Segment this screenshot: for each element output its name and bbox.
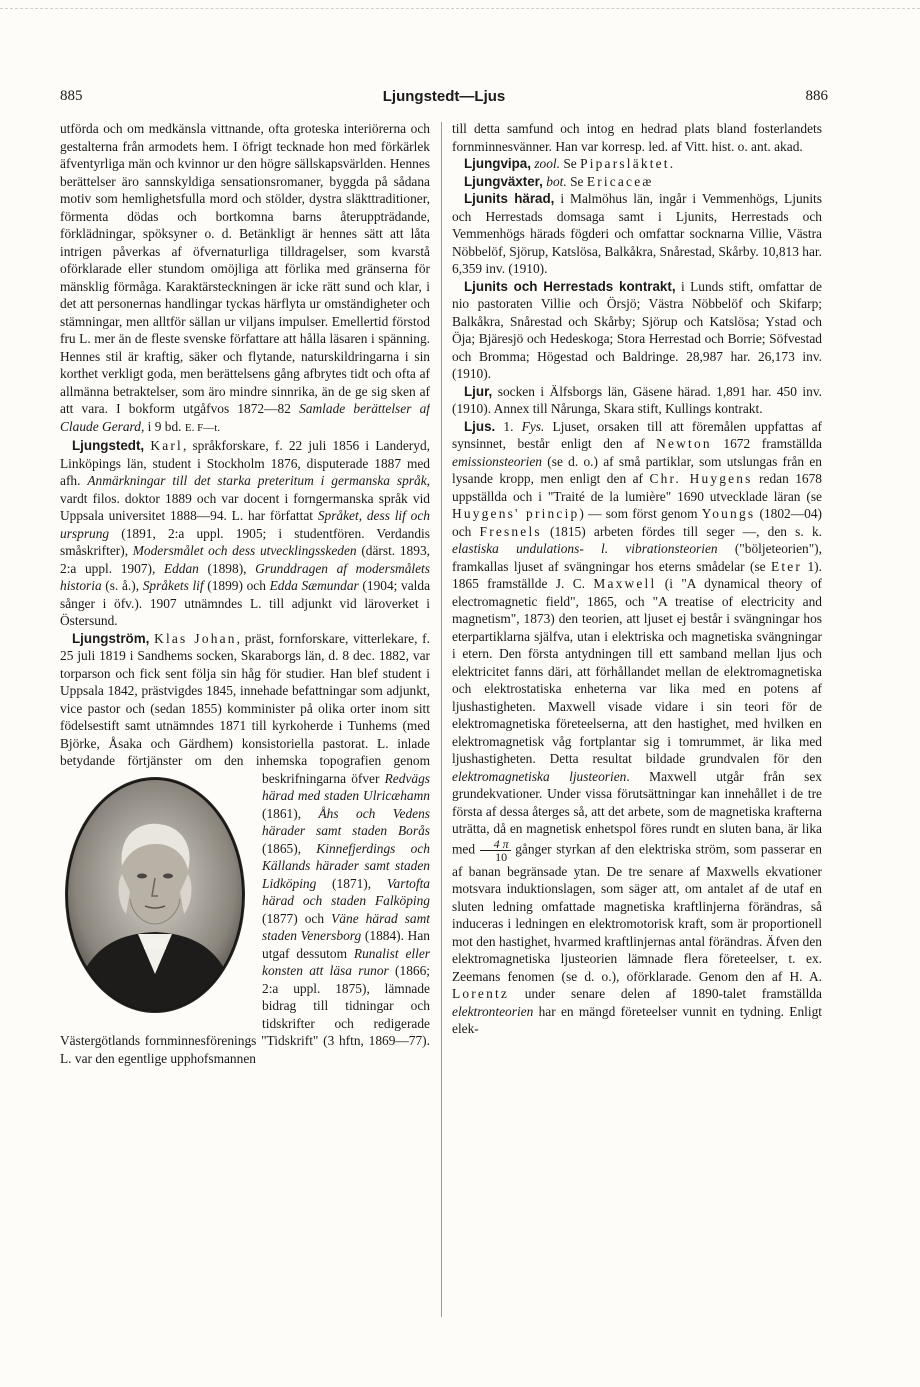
italic-title: Kinnefjerdings och Källands härader samt staden Lidköping bbox=[262, 840, 430, 891]
entry-headword: Ljungstedt, bbox=[72, 438, 145, 453]
entry-ljungstrom-klas-johan bbox=[60, 630, 430, 1068]
text: 1. bbox=[495, 418, 522, 434]
entry-ljungvipa bbox=[452, 155, 822, 173]
text: , präst, fornforskare, vitterlekare, f. 25 juli 1819 i Sandhems socken, Skaraborgs län, d. 8 dec. 1882, var torparson och fick sent följa sin håg för studier. Han blef student i Uppsala 1842, prästvigdes 1845, innehade befattningar som adjunkt, vice pastor och (sedan 1855) komminister på olika orter inom sitt födelsestift samt utnämndes 1871 till kyrkoherde i Tunhems (med Björke, Åsaka och Gärdhem) konsistoriella pastorat. L. inlade betydande förtjänster om den inhemska topografien genom beskrifningarna öfver bbox=[60, 630, 430, 786]
cross-reference: Eter bbox=[770, 558, 803, 574]
italic-title: Redvägs härad med staden Ulricæhamn bbox=[262, 770, 430, 803]
right-column bbox=[452, 120, 822, 1320]
italic-title: Väne härad samt staden Venersborg bbox=[262, 910, 430, 943]
italic-title: Edda Sæmundar bbox=[269, 578, 359, 593]
italic-title: Samlade berättelser af Claude Gerard bbox=[60, 401, 430, 434]
text: (1891, 2:a uppl. 1905; i studentfören. Verdandis småskrifter), bbox=[60, 525, 430, 558]
cross-reference: Ericaceæ bbox=[586, 173, 654, 189]
paragraph-continuation bbox=[452, 120, 822, 155]
text: (1899) och bbox=[203, 578, 270, 593]
text: gånger styrkan af den elektriska ström, som passerar en af banan begränsade ytan. De tre senare af Maxwells ekvationer motsvara induktionslagen, som säger att, om antalet af de utaf en sluten ledning omfattade magnetiska kraftlinjerna förändras, så induceras i ledningen en elektromotorisk kraft, som är proportionell mot den hastighet, hvarmed kraftlinjernas antal förändras. Äfven den elektromagnetiska ljusteorien lämnade flera företeelser, t. ex. Zeemans fenomen (se d. o.), oförklarade. Genom den af H. A. bbox=[452, 841, 822, 984]
column-divider bbox=[441, 122, 443, 1317]
text: (se d. o.) af små partiklar, som utslungas från en lysande kropp, men enligt den af bbox=[452, 453, 822, 486]
text: till detta samfund och intog en hedrad plats bland fosterlandets fornminnesvänner. Han var korresp. led. af Vitt. hist. o. ant. akad. bbox=[452, 121, 822, 154]
page-number-right: 886 bbox=[805, 88, 828, 104]
fraction-numerator: 4 π bbox=[480, 838, 511, 851]
text: (1815) arbeten fördes till seger —, den s. k. bbox=[541, 523, 822, 539]
text: Se bbox=[566, 173, 587, 189]
text: 1). 1865 framställde J. C. bbox=[452, 558, 822, 591]
italic-term: emissionsteorien bbox=[452, 453, 543, 469]
text: (1866; 2:a uppl. 1875), lämnade bidrag till tidningar och tidskrifter och redigerade Västergötlands fornminnesförenings "Tidskrift" (3 hftn, 1869—77). L. var den egentlige upphofsmannen bbox=[60, 963, 430, 1066]
italic-title: Vartofta härad och staden Falköping bbox=[262, 875, 430, 908]
entry-ljungvaxter bbox=[452, 173, 822, 191]
entry-ljur bbox=[452, 383, 822, 418]
page-number-left: 885 bbox=[60, 88, 83, 104]
text: (1871), bbox=[316, 875, 387, 891]
entry-ljungstedt-karl bbox=[60, 437, 430, 630]
text: (i "A dynamical theory of electromagnetic field", 1865, och "A treatise of electricity and magnetism", 1873) den teorien, att ljuset ej består i svängningar hos eterpartiklarna själfva, utan i elektriska och magnetiska svängningar i etern. Den första antydningen till ett samband mellan ljus och elektricitet fanns däri, att förhållandet mellan de elektromagnetiska och elektrostatiska enheterna var lika med en potens af ljushastigheten. Maxwell visade vidare i sin teori för de elektromagnetiska företeelserna, att den hastighet, med hvilken en elektromagnetisk våg fortplantar sig i tomrummet, är lika med ljushastigheten. Detta resultat bildade grundvalen för den bbox=[452, 576, 822, 766]
text: utförda och om medkänsla vittnande, ofta groteska interiörerna och gestalterna från armodets hem. I öfrigt tecknade hon med förkärlek äfventyrliga män och kvinnor ur den högre sällskapsvärlden. Hennes berättelser äro sannskyldiga sensationsromaner, byggda på sådana motiv som hemlighetsfulla mord och stölder, dystra släkttraditioner, förmenta dödas och bortkomna barns återuppträdande, förklädningar, spöksyner o. d. Betänkligt är hennes sätt att låta intrigen påverkas af öfvernaturliga tilldragelser, som kvarstå oförklarade eller stundom omöjliga att förlika med gränserna för mänsklig förmåga. Karaktärsteckningen är icke rätt sund och klar, i det att personernas handlingar tyckas härflyta ur omständigheter och stämningar, men alltför sällan ur viljans impulser. Emellertid förstod fru L. mer än de fleste svenske författare att hålla läsaren i spänning. Hennes stil är kraftig, säker och flytande, naturskildringarna i sin korthet verkligt goda, men berättelsens gång afbrytes tidt och ofta af allmänna betraktelser, som äro mindre sinnrika, än de ge sig sken af att vara. I bokform utgåfvos 1872—82 bbox=[60, 121, 430, 416]
italic-title: Språket, dess lif och ursprung bbox=[60, 508, 430, 541]
text: , språkforskare, f. 22 juli 1856 i Landeryd, Linköpings län, student i Stockholm 1876, disputerade 1887 med afh. bbox=[60, 438, 430, 488]
text: 1672 framställda bbox=[711, 436, 822, 451]
text: (1865), bbox=[262, 840, 317, 856]
fraction-4pi-over-10 bbox=[480, 838, 511, 863]
italic-title: Grunddragen af modersmålets historia bbox=[60, 560, 430, 593]
italic-title: Eddan bbox=[163, 560, 199, 576]
italic-title: Språkets lif bbox=[142, 578, 204, 593]
text: Se bbox=[560, 156, 581, 171]
fraction-denominator: 10 bbox=[495, 849, 508, 864]
italic-title: Åhs och Vedens härader samt staden Borås bbox=[262, 805, 430, 838]
top-edge-rule bbox=[0, 8, 920, 10]
spaced-name: Lorentz bbox=[452, 986, 510, 1001]
entry-headword: Ljus. bbox=[464, 418, 496, 434]
italic-title: Modersmålet och dess utvecklingsskeden bbox=[132, 543, 357, 558]
text: under senare delen af 1890-talet framställda bbox=[509, 986, 822, 1001]
italic-abbrev: Fys. bbox=[521, 418, 545, 434]
italic-title: Runalist eller konsten att läsa runor bbox=[262, 945, 430, 978]
italic-title: Anmärkningar till det starka preteritum i germanska språk bbox=[87, 473, 427, 488]
entry-headword: Ljunits och Herrestads kontrakt, bbox=[464, 278, 676, 294]
text: socken i Älfsborgs län, Gäsene härad. 1,891 har. 450 inv. (1910). Annex till Nårunga, Skara stift, Kullings kontrakt. bbox=[452, 383, 822, 416]
text: (1898), bbox=[198, 560, 256, 576]
text: i Malmöhus län, ingår i Vemmenhögs, Ljunits och Herrestads domsaga samt i Ljunits, Herrestads och Vemmenhögs härads fögderi och omfattar socknarna Villie, Västra Nöbbelöf, Sjörup, Katslösa, Balkåkra, Snårestad, Skårby. 10,813 har. 6,359 inv. (1910). bbox=[452, 191, 822, 276]
text: i Lunds stift, omfattar de nio pastoraten Villie och Örsjö; Västra Nöbbelöf och Skifarp; Balkåkra, Snårestad och Skårby; Sjörup och Katslösa; Ystad och Öja; Bjäresjö och Hedeskoga; Stora Herrestad och Borrie; Söfvestad och Bromma; Högestad och Baldringe. 28,987 har. 26,173 inv. (1910). bbox=[452, 278, 822, 381]
left-column bbox=[60, 120, 430, 1320]
page-header bbox=[60, 88, 828, 110]
spaced-name: Chr. Huygens bbox=[649, 471, 753, 486]
text: (1884). Han utgaf dessutom bbox=[262, 928, 430, 961]
paragraph-continuation bbox=[60, 120, 430, 437]
entry-headword: Ljungvipa, bbox=[464, 156, 531, 171]
spaced-name: Fresnels bbox=[479, 523, 542, 539]
portrait-engraving bbox=[60, 774, 250, 1016]
running-title: Ljungstedt—Ljus bbox=[382, 88, 506, 105]
text: har en mängd företeelser vunnit en tydning. Enligt elek- bbox=[452, 1003, 822, 1036]
text: ) — som först genom bbox=[579, 506, 702, 521]
text: Ljuset, orsaken till att föremålen uppfattas af synsinnet, består enligt den af bbox=[452, 418, 822, 451]
entry-headword: Ljur, bbox=[464, 383, 493, 399]
text: (därst. 1893, 2:a uppl. 1907), bbox=[60, 543, 430, 576]
spaced-name: Newton bbox=[656, 436, 712, 451]
entry-headword: Ljungström, bbox=[72, 630, 150, 646]
entry-ljunits-harad bbox=[452, 190, 822, 278]
text: (1861), bbox=[262, 805, 319, 821]
author-signature: E. F—t. bbox=[184, 421, 221, 434]
portrait-photo bbox=[60, 774, 250, 1016]
text: (1877) och bbox=[262, 910, 332, 926]
text: redan 1678 uppställda och i "Traité de la lumière" 1690 utvecklade läran (se bbox=[452, 471, 822, 504]
italic-term: elektronteorien bbox=[452, 1003, 534, 1019]
entry-ljus bbox=[452, 418, 822, 1038]
entry-headword: Ljungväxter, bbox=[464, 173, 543, 189]
cross-reference: Piparsläktet bbox=[580, 156, 670, 171]
text: (1802—04) och bbox=[452, 506, 822, 539]
text: ("böljeteorien"), framkallas ljuset af svängningar hos eterns smådelar (se bbox=[452, 541, 822, 574]
text: . bbox=[669, 156, 674, 171]
text: (1904; valda sånger i öfv.). 1907 utnämndes L. till adjunkt vid läroverket i Östersund. bbox=[60, 578, 430, 628]
italic-term: elektromagnetiska ljusteorien bbox=[452, 768, 627, 784]
text: , vardt filos. doktor 1889 och var docent i forngermanska språk vid Uppsala universitet 1888—94. L. har författat bbox=[60, 473, 430, 523]
cross-reference: Huygens' princip bbox=[452, 506, 580, 521]
spaced-name: Klas Johan bbox=[154, 630, 237, 646]
text: (s. å.), bbox=[101, 578, 143, 593]
entry-ljunits-herrestads-kontrakt bbox=[452, 278, 822, 383]
entry-headword: Ljunits härad, bbox=[464, 191, 555, 206]
italic-abbrev: zool. bbox=[534, 156, 560, 171]
italic-abbrev: bot. bbox=[546, 173, 567, 189]
spaced-name: Karl bbox=[150, 438, 183, 453]
italic-term: elastiska undulations- l. vibrationsteorien bbox=[452, 541, 718, 556]
spaced-name: Youngs bbox=[701, 506, 756, 521]
text: , i 9 bd. bbox=[140, 418, 182, 434]
spaced-name: Maxwell bbox=[593, 576, 657, 591]
text: . Maxwell utgår från sex grundekvationer. Under vissa förutsättningar kan innehållet i de tre första af dessa återges så, att det arbete, som de magnetiska krafterna uträtta, då en magnetisk enhetspol föres rundt en sluten bana, är lika med bbox=[452, 768, 822, 857]
